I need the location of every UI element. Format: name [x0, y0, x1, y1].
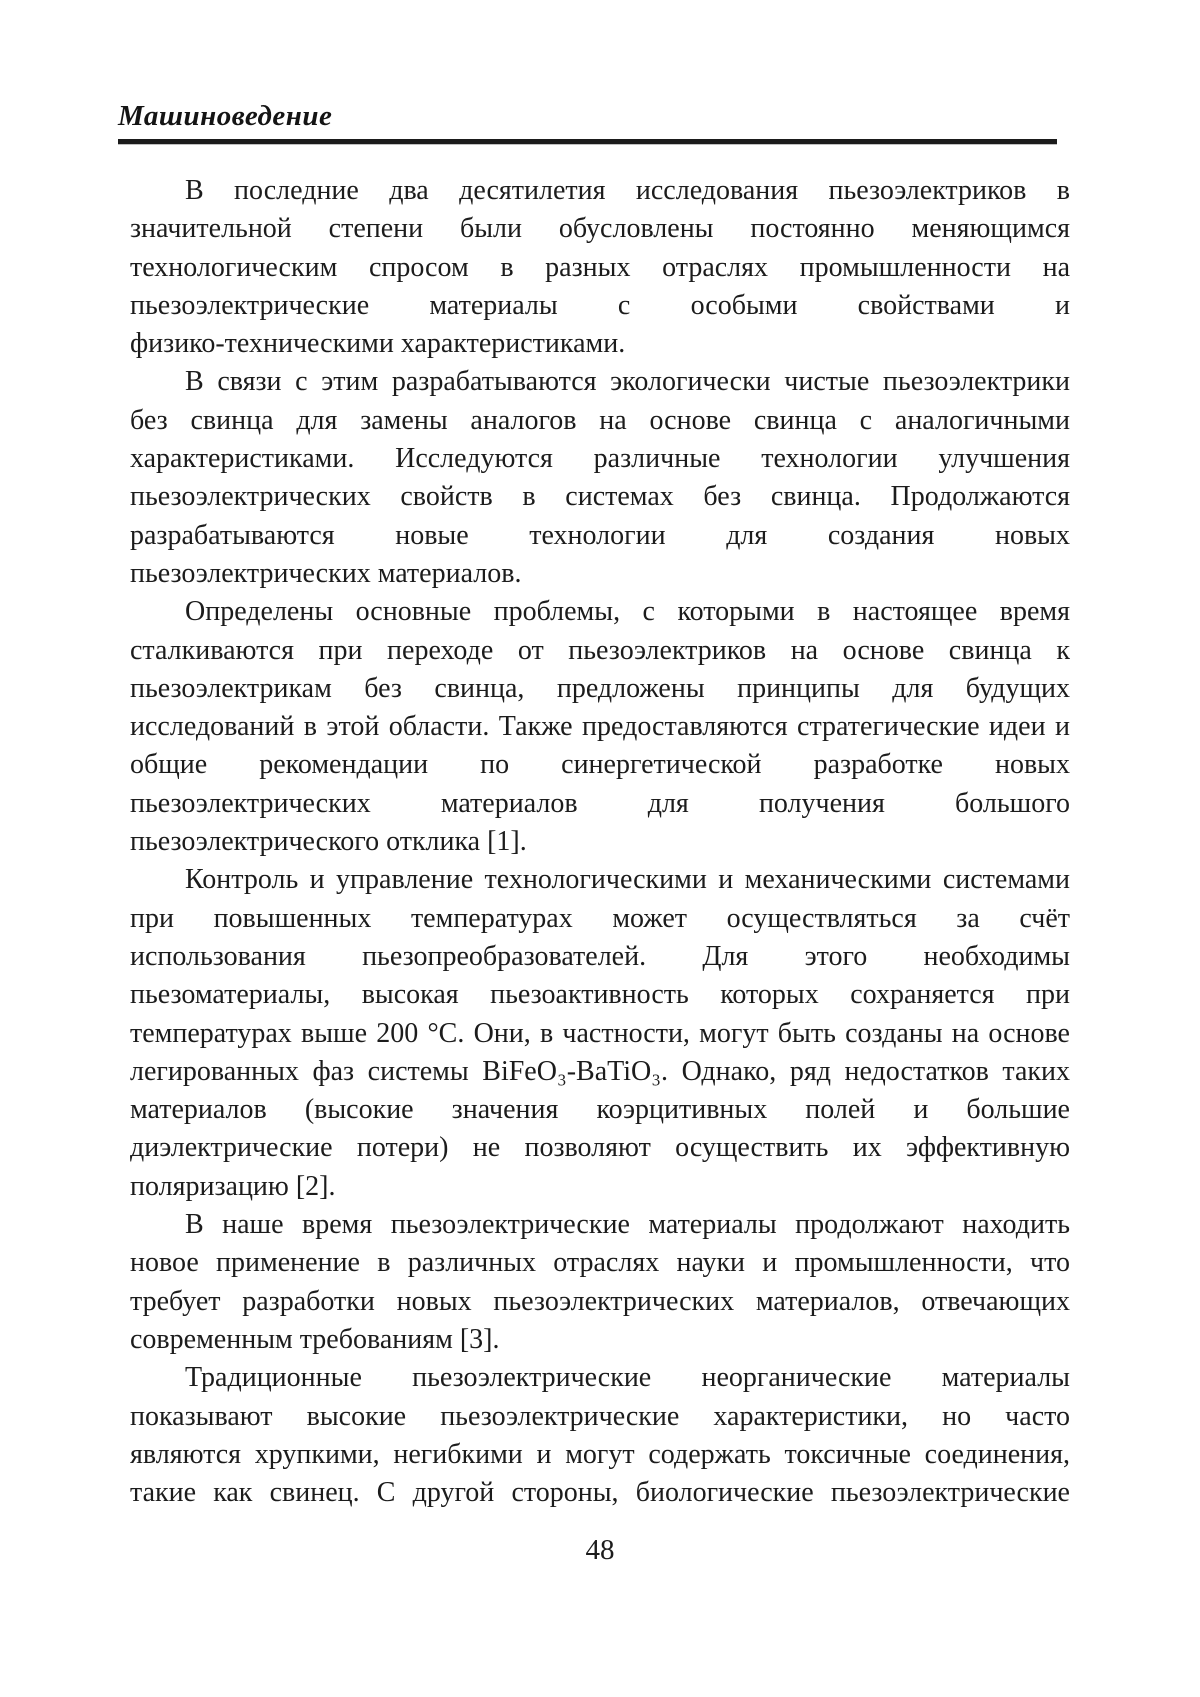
- text-line: пьезоэлектрических свойств в системах без свинца. Продолжаются: [130, 481, 1070, 513]
- text-line: показывают высокие пьезоэлектрические характеристики, но часто: [130, 1400, 1070, 1432]
- text-line: без свинца для замены аналогов на основе свинца с аналогичными: [130, 404, 1070, 436]
- text-line: В наше время пьезоэлектрические материалы продолжают находить: [185, 1209, 1070, 1241]
- text-line: пьезоэлектрических материалов для получения большого: [130, 787, 1070, 819]
- text-line: Традиционные пьезоэлектрические неорганические материалы: [185, 1362, 1070, 1394]
- text-line: современным требованиям [3].: [130, 1323, 500, 1355]
- text-line: использования пьезопреобразователей. Для этого необходимы: [130, 940, 1070, 972]
- text-line: сталкиваются при переходе от пьезоэлектриков на основе свинца к: [130, 634, 1070, 666]
- paragraph: [130, 1206, 1070, 1359]
- text-line: исследований в этой области. Также предоставляются стратегические идеи и: [130, 711, 1070, 743]
- running-header-title: Машиноведение: [118, 100, 333, 132]
- text-line: характеристиками. Исследуются различные технологии улучшения: [130, 443, 1070, 475]
- text-line: при повышенных температурах может осуществляться за счёт: [130, 902, 1070, 934]
- text-line: поляризацию [2].: [130, 1170, 336, 1202]
- text-line: требует разработки новых пьезоэлектрических материалов, отвечающих: [130, 1285, 1070, 1317]
- text-line: материалов (высокие значения коэрцитивных полей и большие: [130, 1094, 1070, 1126]
- text-line: новое применение в различных отраслях науки и промышленности, что: [130, 1247, 1070, 1279]
- text-line: технологическим спросом в разных отраслях промышленности на: [130, 251, 1070, 283]
- text-line: В последние два десятилетия исследования пьезоэлектриков в: [185, 175, 1070, 206]
- text-line: Контроль и управление технологическими и механическими системами: [185, 864, 1070, 896]
- text-line: физико-техническими характеристиками.: [130, 328, 626, 360]
- paragraph: [130, 1359, 1070, 1512]
- page-number: 48: [585, 1534, 615, 1566]
- text-line: пьезоэлектрического отклика [1].: [130, 826, 527, 858]
- text-line: пьезоматериалы, высокая пьезоактивность которых сохраняется при: [130, 979, 1070, 1011]
- paragraph: [130, 172, 1070, 363]
- text-line: Определены основные проблемы, с которыми в настоящее время: [185, 596, 1070, 628]
- paragraph: [130, 363, 1070, 593]
- text-line: пьезоэлектрикам без свинца, предложены принципы для будущих: [130, 672, 1070, 704]
- paragraph: [130, 593, 1070, 861]
- text-line: диэлектрические потери) не позволяют осуществить их эффективную: [130, 1132, 1070, 1164]
- running-header: [118, 100, 1057, 144]
- text-line: пьезоэлектрические материалы с особыми свойствами и: [130, 289, 1070, 321]
- text-line: являются хрупкими, негибкими и могут содержать токсичные соединения,: [130, 1438, 1070, 1470]
- text-line: разрабатываются новые технологии для создания новых: [130, 519, 1070, 551]
- text-line: такие как свинец. С другой стороны, биологические пьезоэлектрические: [130, 1477, 1070, 1509]
- text-line: температурах выше 200 °С. Они, в частности, могут быть созданы на основе: [130, 1017, 1070, 1049]
- text-line: значительной степени были обусловлены постоянно меняющимся: [130, 213, 1070, 245]
- text-line: пьезоэлектрических материалов.: [130, 557, 522, 589]
- paragraph: [130, 861, 1070, 1206]
- text-line: общие рекомендации по синергетической разработке новых: [130, 749, 1070, 781]
- text-line: В связи с этим разрабатываются экологически чистые пьезоэлектрики: [185, 366, 1070, 398]
- body-text: [130, 172, 1070, 1512]
- text-line: легированных фаз системы BiFeO₃-BaTiO₃. Однако, ряд недостатков таких: [130, 1055, 1070, 1087]
